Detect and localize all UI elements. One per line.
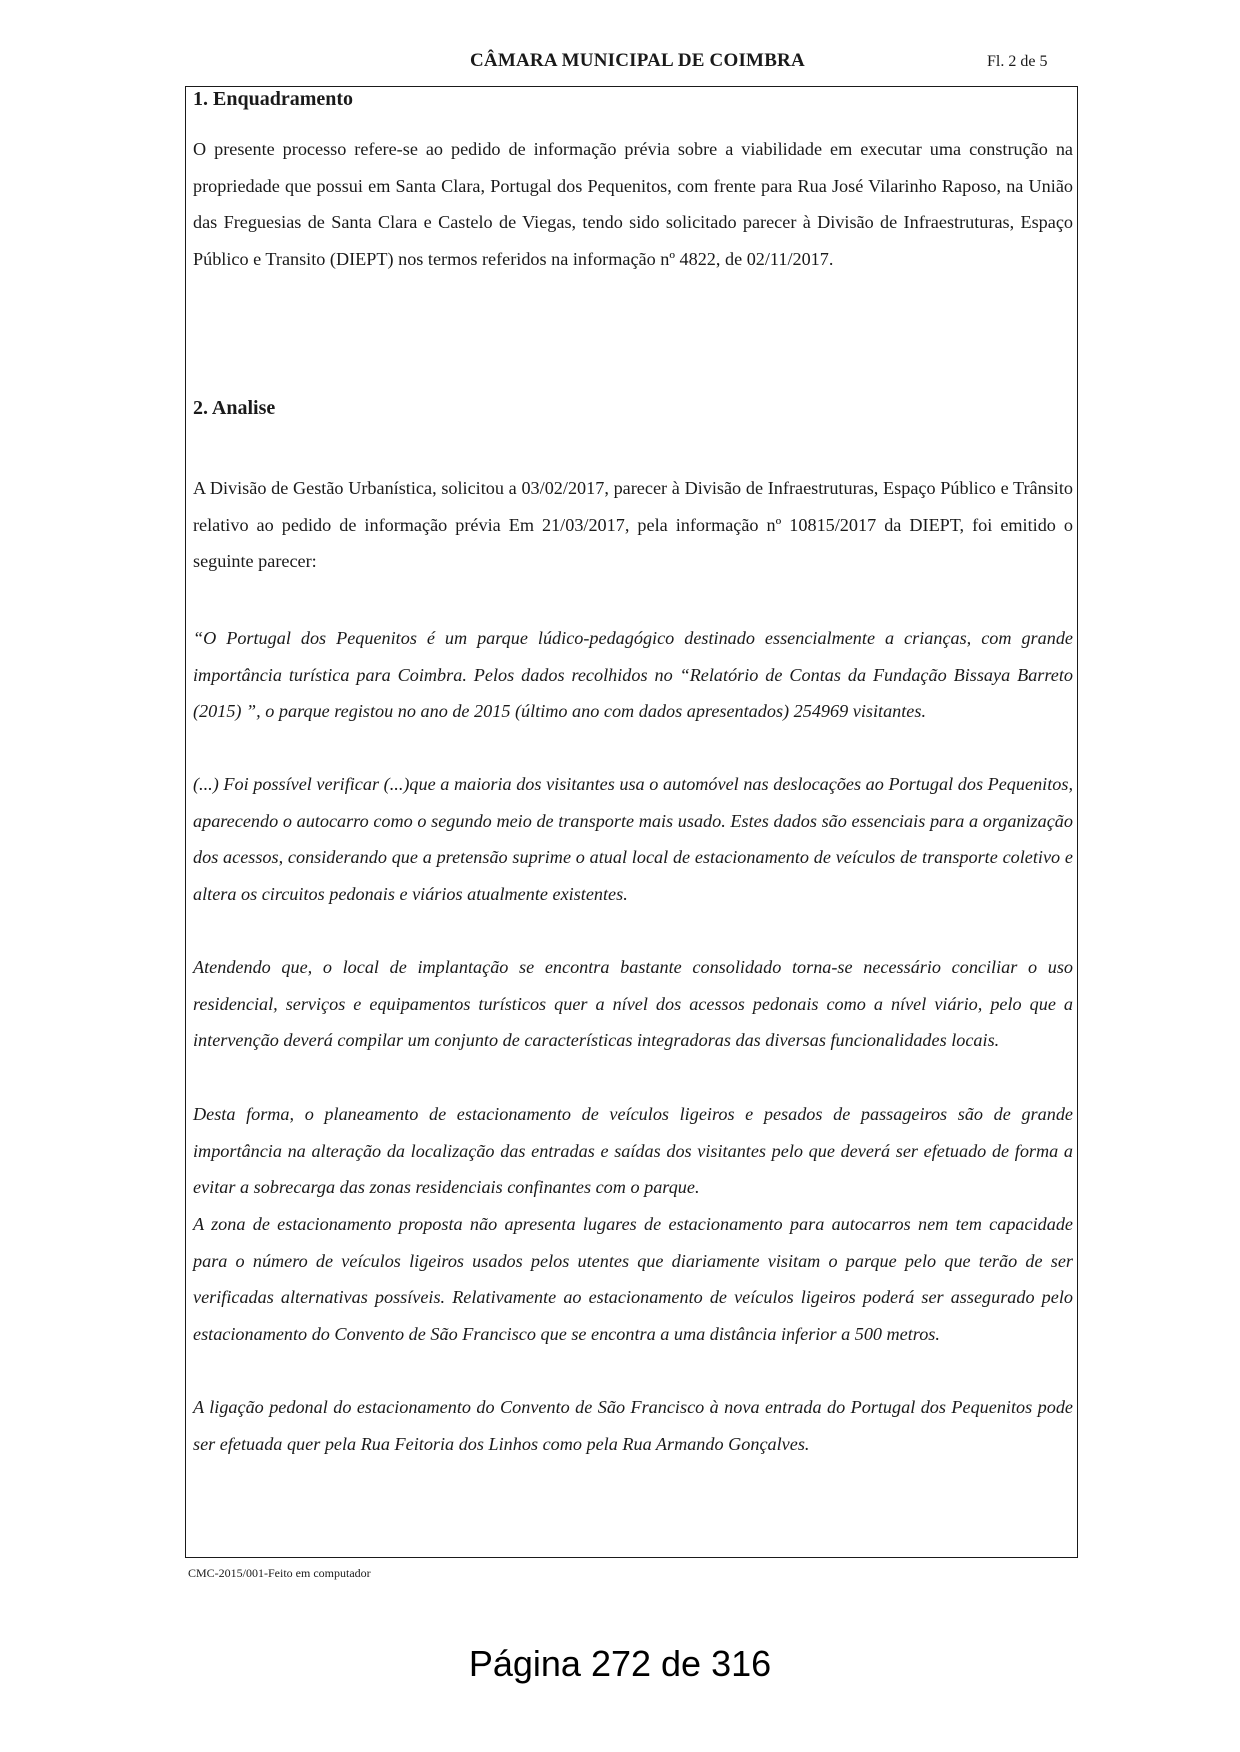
header-folio: Fl. 2 de 5 <box>987 53 1048 70</box>
quote-paragraph: Desta forma, o planeamento de estacionamento de veículos ligeiros e pesados de passageiros são de grande importância na alteração da localização das entradas e saídas dos visitantes pelo que deverá ser efetuado de forma a evitar a sobrecarga das zonas residenciais confinantes com o parque. <box>193 1104 1073 1198</box>
quote-paragraph: A ligação pedonal do estacionamento do Convento de São Francisco à nova entrada do Portugal dos Pequenitos pode ser efetuada quer pela Rua Feitoria dos Linhos como pela Rua Armando Gonçalves. <box>193 1397 1073 1454</box>
quote-paragraph: Atendendo que, o local de implantação se encontra bastante consolidado torna-se necessário conciliar o uso residencial, serviços e equipamentos turísticos quer a nível dos acessos pedonais como a nível viário, pelo que a intervenção deverá compilar um conjunto de características integradoras das diversas funcionalidades locais. <box>193 957 1073 1051</box>
header-title: CÂMARA MUNICIPAL DE COIMBRA <box>470 50 805 71</box>
page-number: Página 272 de 316 <box>468 1643 772 1684</box>
paragraph-analise-intro: A Divisão de Gestão Urbanística, solicitou a 03/02/2017, parecer à Divisão de Infraestruturas, Espaço Público e Trânsito relativo ao pedido de informação prévia Em 21/03/2017, pela informação nº 10815/2017 da DIEPT, foi emitido o seguinte parecer: <box>193 478 1073 572</box>
form-code: CMC-2015/001-Feito em computador <box>188 1566 371 1580</box>
section-heading-enquadramento: 1. Enquadramento <box>193 88 354 110</box>
section-heading-analise: 2. Analise <box>193 397 276 419</box>
quote-paragraph: “O Portugal dos Pequenitos é um parque lúdico-pedagógico destinado essencialmente a crianças, com grande importância turística para Coimbra. Pelos dados recolhidos no “Relatório de Contas da Fundação Bissaya Barreto (2015) ”, o parque registou no ano de 2015 (último ano com dados apresentados) 254969 visitantes. <box>193 628 1073 722</box>
quote-paragraph: A zona de estacionamento proposta não apresenta lugares de estacionamento para autocarros nem tem capacidade para o número de veículos ligeiros usados pelos utentes que diariamente visitam o parque pelo que terão de ser verificadas alternativas possíveis. Relativamente ao estacionamento de veículos ligeiros poderá ser assegurado pelo estacionamento do Convento de São Francisco que se encontra a uma distância inferior a 500 metros. <box>193 1214 1073 1344</box>
quote-paragraph: (...) Foi possível verificar (...)que a maioria dos visitantes usa o automóvel nas deslocações ao Portugal dos Pequenitos, aparecendo o autocarro como o segundo meio de transporte mais usado. Estes dados são essenciais para a organização dos acessos, considerando que a pretensão suprime o atual local de estacionamento de veículos de transporte coletivo e altera os circuitos pedonais e viários atualmente existentes. <box>193 774 1073 904</box>
paragraph-enquadramento: O presente processo refere-se ao pedido de informação prévia sobre a viabilidade em executar uma construção na propriedade que possui em Santa Clara, Portugal dos Pequenitos, com frente para Rua José Vilarinho Raposo, na União das Freguesias de Santa Clara e Castelo de Viegas, tendo sido solicitado parecer à Divisão de Infraestruturas, Espaço Público e Transito (DIEPT) nos termos referidos na informação nº 4822, de 02/11/2017. <box>193 139 1073 269</box>
